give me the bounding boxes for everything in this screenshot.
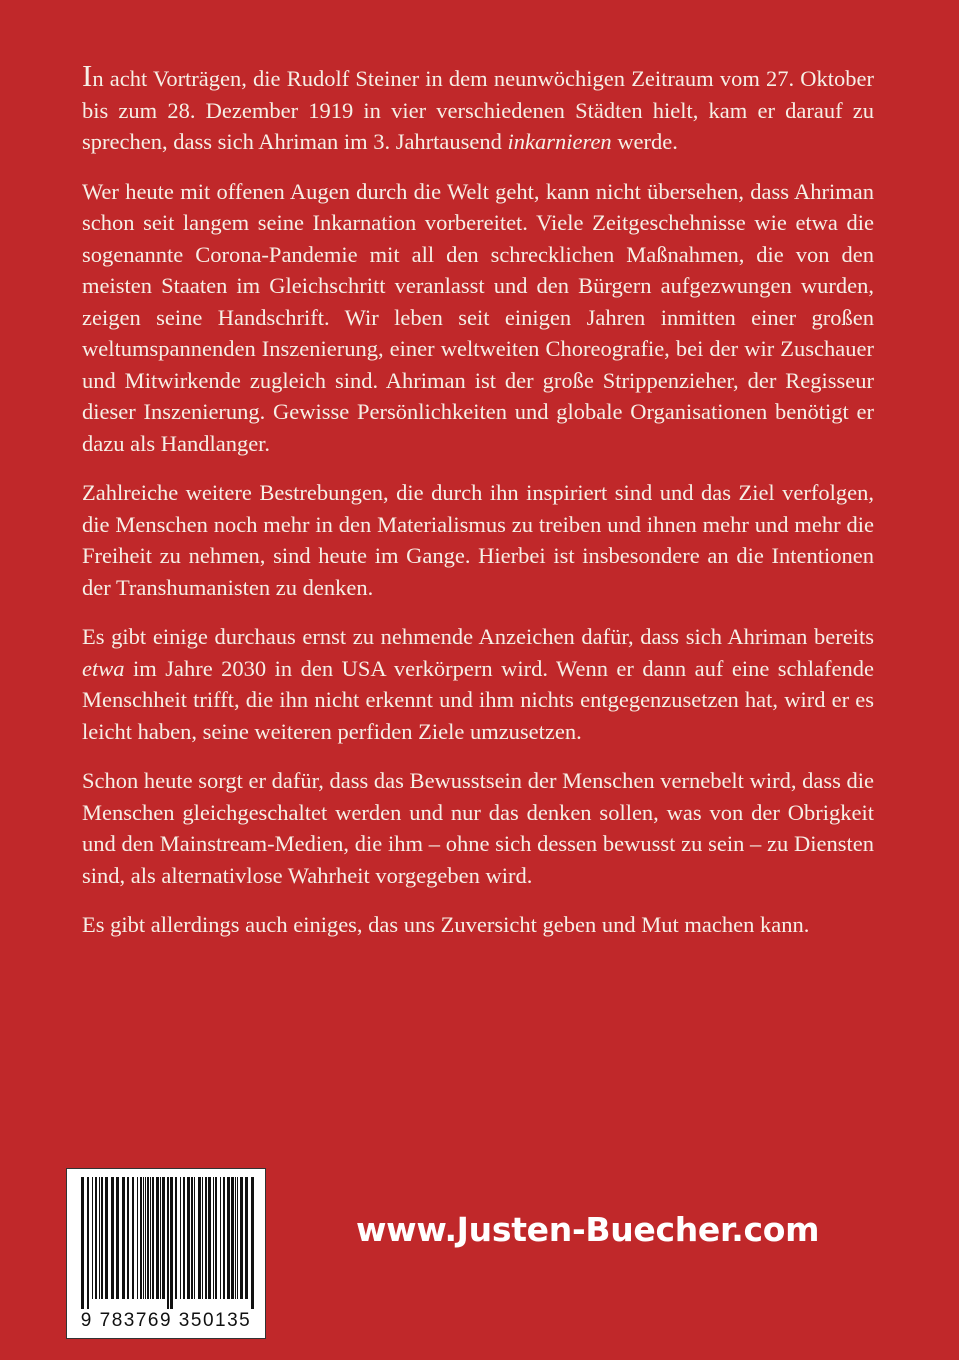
barcode-bar: [220, 1177, 221, 1299]
barcode-bar: [194, 1177, 195, 1299]
paragraph-5: [82, 765, 874, 891]
text-run: werde.: [611, 129, 678, 154]
barcode-bar: [143, 1177, 144, 1299]
barcode-bar: [140, 1177, 142, 1299]
barcode-bar: [127, 1177, 129, 1299]
barcode-bar: [99, 1177, 100, 1299]
barcode-bar: [170, 1177, 173, 1309]
text-run: Es gibt allerdings auch einiges, das uns Zuversicht geben und Mut machen kann.: [82, 912, 810, 937]
text-run: im Jahre 2030 in den USA verkörpern wird. Wenn er dann auf eine schlafende Menschheit trifft, die ihn nicht erkennt und ihm nichts entgegenzusetzen hat, wird er es leicht haben, seine weiteren perfiden Ziele umzusetzen.: [82, 655, 874, 744]
barcode-bar: [235, 1177, 236, 1299]
barcode-bar: [101, 1177, 103, 1299]
barcode-bar: [137, 1177, 138, 1299]
barcode-bar: [251, 1177, 254, 1309]
barcode-bar: [202, 1177, 203, 1299]
barcode-bar: [187, 1177, 190, 1299]
text-run: Zahlreiche weitere Bestrebungen, die durch ihn inspiriert sind und das Ziel verfolgen, die Menschen noch mehr in den Materialismus zu treiben und ihnen mehr und mehr die Freiheit zu nehmen, sind heute im Gange. Hierbei ist insbesondere an die Intentionen der Transhumanisten zu denken.: [82, 480, 874, 600]
barcode-bar: [240, 1177, 243, 1299]
paragraph-4: [82, 621, 874, 747]
paragraph-6: [82, 909, 874, 941]
barcode-bar: [191, 1177, 193, 1299]
barcode-bar: [150, 1177, 151, 1299]
barcode-bar: [223, 1177, 225, 1299]
barcode-bar: [180, 1177, 181, 1299]
barcode-bar: [237, 1177, 238, 1299]
barcode-bar: [122, 1177, 125, 1299]
barcode-bar: [156, 1177, 159, 1299]
barcode-bar: [208, 1177, 211, 1299]
emphasis: inkarnieren: [507, 129, 612, 154]
barcode-bar: [175, 1177, 177, 1299]
barcode-bar: [116, 1177, 119, 1299]
text-run: Schon heute sorgt er dafür, dass das Bewusstsein der Menschen vernebelt wird, dass die Menschen gleichgeschaltet werden und nur das denken sollen, was von der Obrigkeit und den Mainstream-Medien, die ihm – ohne sich dessen bewusst zu sein – zu Diensten sind, als alternativlose Wahrheit vorgegeben wird.: [82, 768, 874, 888]
barcode-bar: [147, 1177, 149, 1299]
barcode-bar: [92, 1177, 93, 1299]
barcode-bar: [183, 1177, 185, 1299]
barcode-bar: [205, 1177, 207, 1299]
barcode-bar: [87, 1177, 89, 1309]
paragraph-3: [82, 477, 874, 603]
barcode-bar: [167, 1177, 169, 1309]
barcode-bar: [213, 1177, 214, 1299]
emphasis: etwa: [82, 655, 125, 681]
barcode-bar: [95, 1177, 97, 1299]
text-run: Es gibt einige durchaus ernst zu nehmende Anzeichen dafür, dass sich Ahriman bereits: [82, 624, 874, 649]
isbn-number: 9 783769 350135: [80, 1310, 252, 1331]
barcode-bar: [227, 1177, 230, 1299]
barcode-bar: [152, 1177, 154, 1299]
barcode-bar: [162, 1177, 165, 1299]
publisher-website: www.Justen-Buecher.com: [356, 1210, 820, 1249]
barcode-bar: [145, 1177, 146, 1299]
barcode-bar: [160, 1177, 161, 1299]
barcode-bar: [245, 1177, 248, 1299]
barcode-bar: [105, 1177, 108, 1299]
text-run: n acht Vorträgen, die Rudolf Steiner in dem neunwöchigen Zeitraum vom 27. Oktober bis zum 28. Dezember 1919 in vier verschiedenen Städten hielt, kam er darauf zu sprechen, dass sich Ahriman im 3. Jahrtausend: [82, 66, 874, 154]
blurb-text: [82, 60, 874, 959]
paragraph-1: [82, 60, 874, 158]
barcode-bar: [231, 1177, 234, 1299]
isbn-barcode: [66, 1168, 266, 1339]
barcode-bar: [215, 1177, 217, 1299]
barcode-bars: [67, 1169, 265, 1309]
paragraph-2: [82, 176, 874, 460]
text-run: Wer heute mit offenen Augen durch die Welt geht, kann nicht übersehen, dass Ahriman schon seit langem seine Inkarnation vorbereitet. Viele Zeitgeschehnisse wie etwa die sogenannte Corona-Pandemie mit all den schrecklichen Maßnahmen, die von den meisten Staaten im Gleichschritt veranlasst und den Bürgern aufgezwungen wurden, zeigen seine Handschrift. Wir leben seit einigen Jahren inmitten einer großen weltumspannenden Inszenierung, einer weltweiten Choreografie, bei der wir Zuschauer und Mitwirkende zugleich sind. Ahriman ist der große Strippenzieher, der Regisseur dieser Inszenierung. Gewisse Persönlichkeiten und globale Organisationen benötigt er dazu als Handlanger.: [82, 178, 874, 456]
barcode-bar: [132, 1177, 134, 1299]
drop-cap: I: [82, 58, 93, 93]
barcode-bar: [198, 1177, 201, 1299]
barcode-bar: [81, 1177, 84, 1309]
barcode-bar: [111, 1177, 114, 1299]
